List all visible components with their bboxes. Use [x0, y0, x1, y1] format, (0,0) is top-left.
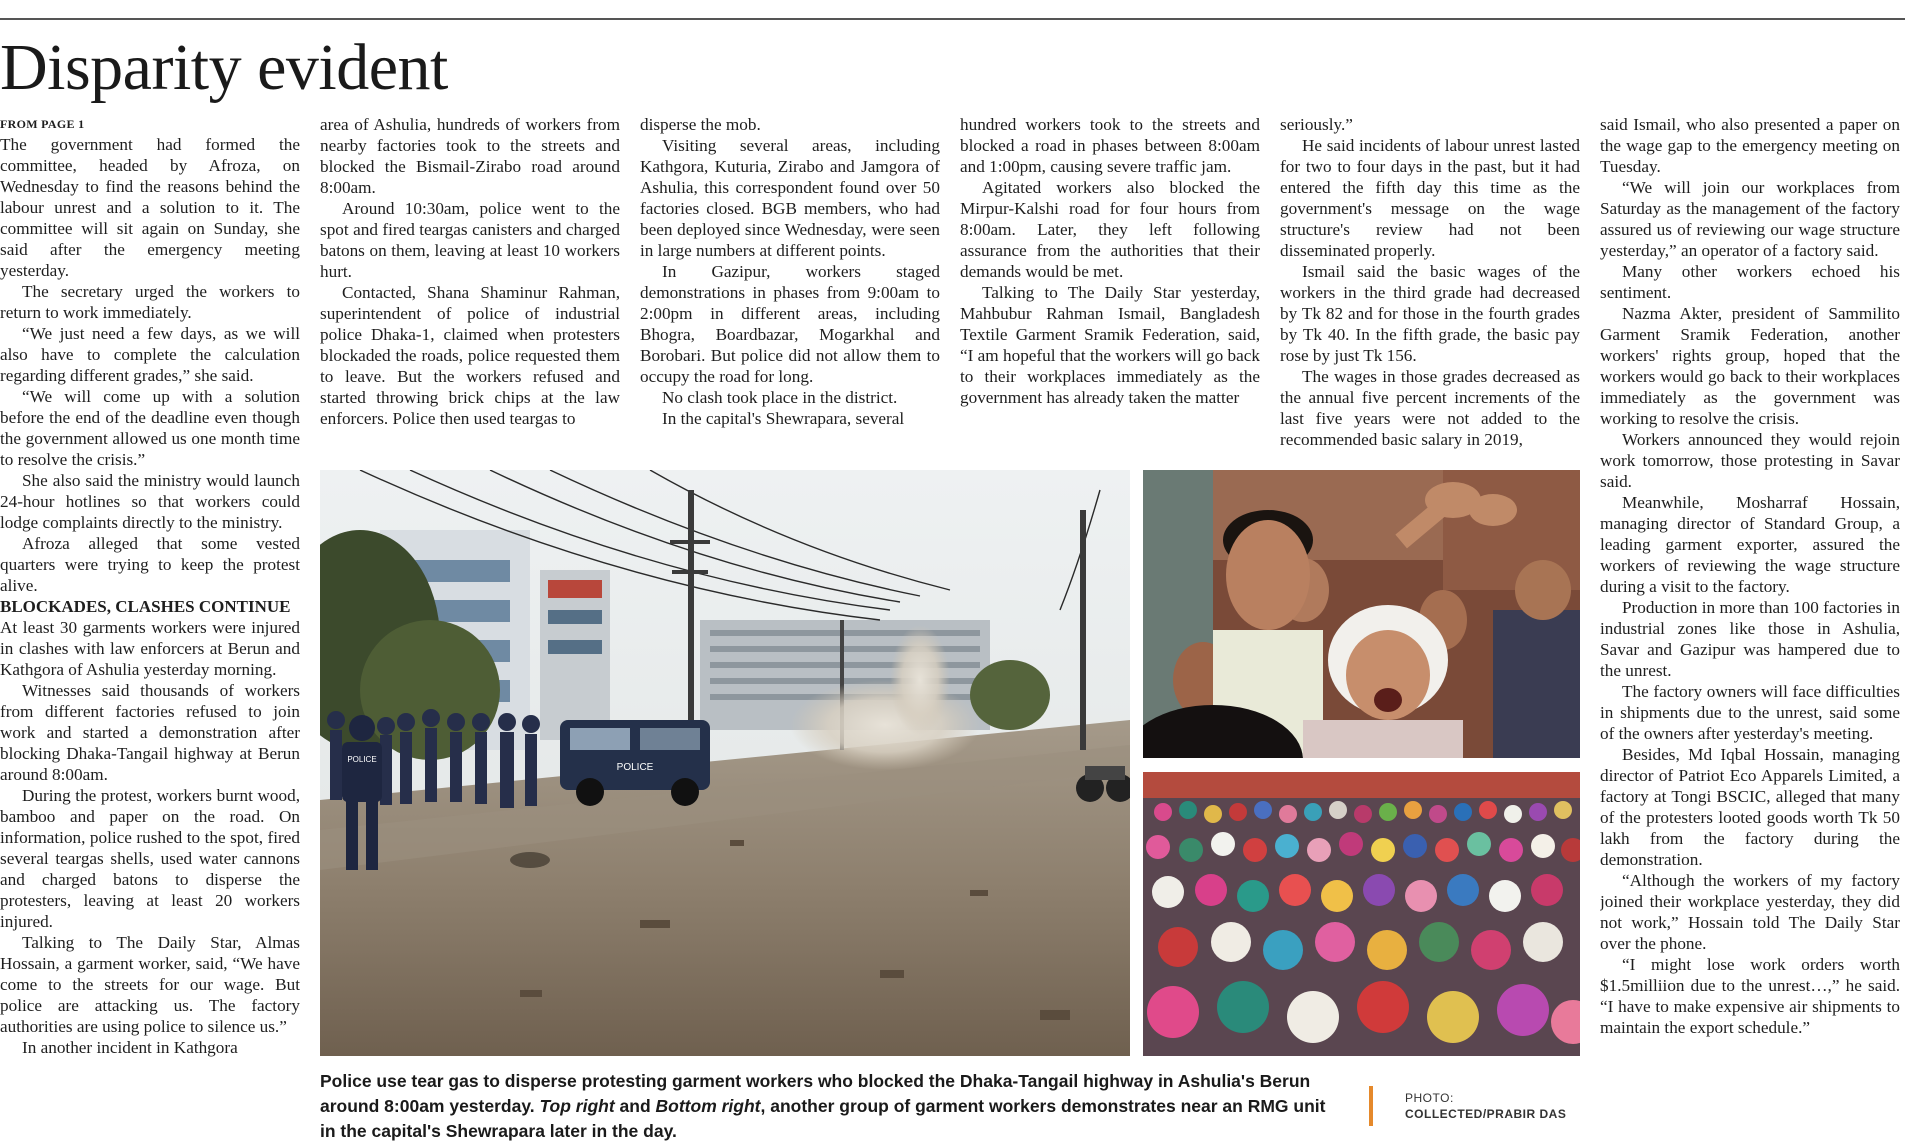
paragraph: The secretary urged the workers to return to work immediately. — [0, 282, 300, 322]
paragraph: “Although the workers of my factory joined their workplace yesterday, they did not work,” Hossain told The Daily Star over the phone. — [1600, 871, 1900, 953]
paragraph: No clash took place in the district. — [662, 388, 898, 407]
paragraph: She also said the ministry would launch 24-hour hotlines so that workers could lodge complaints directly to the ministry. — [0, 471, 300, 532]
paragraph: Contacted, Shana Shaminur Rahman, superintendent of police of industrial police Dhaka-1, claimed when protesters blockaded the roads, police requested them to leave. But the workers refused and started throwing brick chips at the law enforcers. Police then used teargas to — [320, 283, 620, 428]
paragraph: Many other workers echoed his sentiment. — [1600, 262, 1900, 302]
paragraph: Talking to The Daily Star, Almas Hossain, a garment worker, said, “We have come to the streets for our wage. But police are attacking us. The factory authorities are using police to silence us.” — [0, 933, 300, 1036]
paragraph: Witnesses said thousands of workers from different factories refused to join work and started a demonstration after blocking Dhaka-Tangail highway at Berun around 8:00am. — [0, 681, 300, 784]
paragraph: Around 10:30am, police went to the spot and fired teargas canisters and charged batons on them, leaving at least 10 workers hurt. — [320, 199, 620, 281]
paragraph: Besides, Md Iqbal Hossain, managing director of Patriot Eco Apparels Limited, a factory at Tongi BSCIC, alleged that many of the protesters looted goods worth Tk 50 lakh from the factory during the demonstration. — [1600, 745, 1900, 869]
article-column-1 — [0, 114, 300, 1144]
crowd-illustration — [1143, 772, 1580, 1056]
paragraph: The wages in those grades decreased as the annual five percent increments of the last five years were not added to the recommended basic salary in 2019, — [1280, 367, 1580, 449]
paragraph: In Gazipur, workers staged demonstrations in phases from 9:00am to 2:00pm in different areas, including Bhogra, Boardbazar, Mogarkhal and Borobari. But police did not allow them to occupy the road for long. — [640, 262, 940, 386]
vest-label: POLICE — [347, 755, 377, 764]
paragraph: In the capital's Shewrapara, several — [662, 409, 905, 428]
photo-credit-name: COLLECTED/PRABIR DAS — [1405, 1107, 1567, 1121]
photo-credit — [1405, 1090, 1595, 1122]
main-news-photo — [320, 470, 1130, 1056]
paragraph: seriously.” — [1280, 115, 1353, 134]
paragraph: disperse the mob. — [640, 115, 761, 134]
paragraph: He said incidents of labour unrest lasted for two to four days in the past, but it had entered the fifth day this time as the government's message on the wage structure's review had not been disseminated properly. — [1280, 136, 1580, 260]
paragraph: At least 30 garments workers were injured in clashes with law enforcers at Berun and Kathgora of Ashulia yesterday morning. — [0, 618, 300, 679]
caption-text-1: Police use tear gas to disperse protesting garment workers who blocked the Dhaka-Tangail highway in Ashulia's Berun around 8:00am yesterday. — [320, 1071, 1311, 1116]
paragraph: Talking to The Daily Star yesterday, Mahbubur Rahman Ismail, Bangladesh Textile Garment Sramik Federation, said, “I am hopeful that the workers will go back to their workplaces immediately as the government has already taken the matter — [960, 283, 1260, 407]
article-column-2 — [320, 114, 620, 454]
top-rule — [0, 18, 1905, 20]
paragraph: “We just need a few days, as we will also have to complete the calculation regarding different grades,” she said. — [0, 324, 300, 385]
paragraph: area of Ashulia, hundreds of workers from nearby factories took to the streets and blocked the Bismail-Zirabo road around 8:00am. — [320, 115, 620, 197]
paragraph: Meanwhile, Mosharraf Hossain, managing director of Standard Group, a leading garment exporter, assured the workers of reviewing the wage structure during a visit to the factory. — [1600, 493, 1900, 596]
paragraph: The government had formed the committee, headed by Afroza, on Wednesday to find the reasons behind the labour unrest and a solution to it. The committee will sit again on Sunday, she said after the emergency meeting yesterday. — [0, 135, 300, 280]
main-photo-illustration — [320, 470, 1130, 1056]
paragraph: Ismail said the basic wages of the workers in the third grade had decreased by Tk 82 and for those in the fourth grades by Tk 40. In the fifth grade, the basic pay rose by just Tk 156. — [1280, 262, 1580, 365]
protesters-closeup-illustration — [1143, 470, 1580, 758]
van-label: POLICE — [616, 762, 654, 773]
paragraph: Afroza alleged that some vested quarters were trying to keep the protest alive. — [0, 534, 300, 595]
caption-text-3: , another group of garment workers demonstrates near an RMG unit in the capital's Shewrapara later in the day. — [320, 1096, 1326, 1141]
section-subhead: BLOCKADES, CLASHES CONTINUE — [0, 597, 291, 616]
paragraph: Production in more than 100 factories in industrial zones like those in Ashulia, Savar and Gazipur was hampered due to the unrest. — [1600, 598, 1900, 680]
article-column-4 — [960, 114, 1260, 454]
caption-emphasis-2: Bottom right — [655, 1096, 761, 1116]
caption-emphasis-1: Top right — [539, 1096, 615, 1116]
paragraph: During the protest, workers burnt wood, bamboo and paper on the road. On information, police rushed to the spot, fired several teargas shells, used water cannons and charged batons to disperse the protesters, leaving at least 20 workers injured. — [0, 786, 300, 931]
article-column-3 — [640, 114, 940, 454]
headline: Disparity evident — [0, 31, 448, 104]
paragraph: “We will join our workplaces from Saturday as the management of the factory assured us of reviewing our wage structure yesterday,” an operator of a factory said. — [1600, 178, 1900, 260]
article-column-6 — [1600, 114, 1900, 1144]
paragraph: In another incident in Kathgora — [22, 1038, 238, 1057]
photo-credit-label: PHOTO: — [1405, 1091, 1454, 1105]
paragraph: The factory owners will face difficulties in shipments due to the unrest, said some of the owners after yesterday's meeting. — [1600, 682, 1900, 743]
credit-accent-bar — [1369, 1086, 1373, 1126]
paragraph: said Ismail, who also presented a paper on the wage gap to the emergency meeting on Tuesday. — [1600, 115, 1900, 176]
photo-caption — [320, 1069, 1340, 1144]
article-column-5 — [1280, 114, 1580, 454]
paragraph: “We will come up with a solution before the end of the deadline even though the government allowed us one month time to resolve the crisis.” — [0, 387, 300, 469]
caption-text-2: and — [614, 1096, 656, 1116]
top-right-news-photo — [1143, 470, 1580, 758]
paragraph: hundred workers took to the streets and blocked a road in phases between 8:00am and 1:00pm, causing severe traffic jam. — [960, 115, 1260, 176]
paragraph: Agitated workers also blocked the Mirpur-Kalshi road for four hours from 8:00am. Later, they left following assurance from the authorities that their demands would be met. — [960, 178, 1260, 281]
paragraph: Visiting several areas, including Kathgora, Kuturia, Zirabo and Jamgora of Ashulia, this correspondent found over 50 factories closed. BGB members, who had been deployed since Wednesday, were seen in large numbers at different points. — [640, 136, 940, 260]
paragraph: Workers announced they would rejoin work tomorrow, those protesting in Savar said. — [1600, 430, 1900, 491]
from-page-kicker: FROM PAGE 1 — [0, 117, 85, 131]
bottom-right-news-photo — [1143, 772, 1580, 1056]
paragraph: Nazma Akter, president of Sammilito Garment Sramik Federation, another workers' rights group, hoped that the workers would go back to their workplaces immediately as the government was working to resolve the crisis. — [1600, 304, 1900, 428]
paragraph: “I might lose work orders worth $1.5milliion due to the unrest…,” he said. “I have to make expensive air shipments to maintain the export schedule.” — [1600, 955, 1900, 1037]
